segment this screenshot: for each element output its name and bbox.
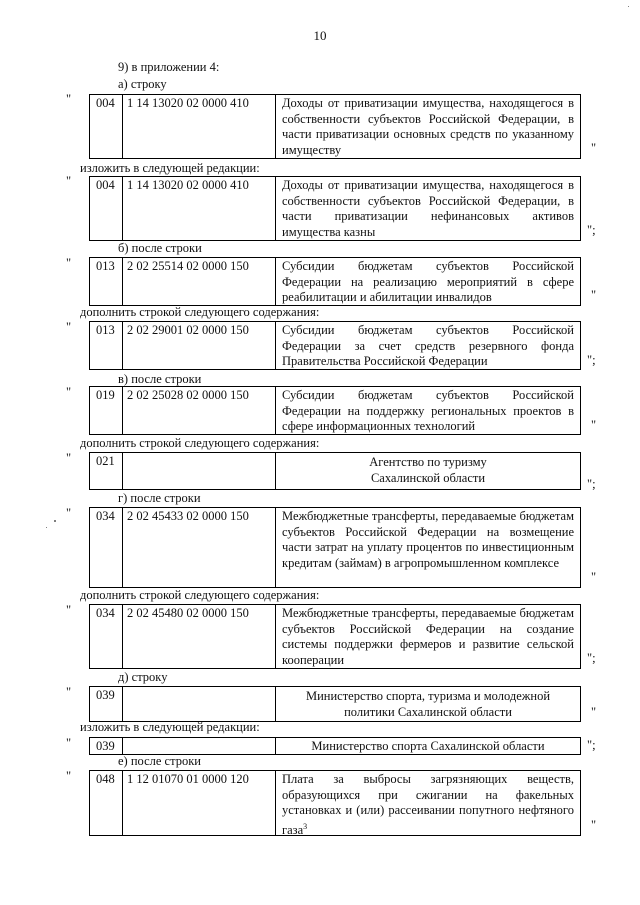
row-kbk: 2 02 45480 02 0000 150 — [123, 605, 276, 668]
scan-speck — [628, 6, 629, 7]
subitem-e: е) после строки — [118, 754, 201, 768]
row-kbk: 2 02 25514 02 0000 150 — [123, 258, 276, 305]
instruction-add: дополнить строкой следующего содержания: — [80, 436, 320, 450]
quote-close: " — [591, 141, 597, 155]
quote-close-semicolon: "; — [587, 738, 596, 752]
row-kbk: 1 14 13020 02 0000 410 — [123, 177, 276, 240]
row-kbk — [123, 687, 276, 721]
row-code: 039 — [90, 738, 123, 754]
instruction-replace: изложить в следующей редакции: — [80, 161, 260, 175]
table-row — [89, 94, 581, 159]
row-name: Агентство по туризму Сахалинской области — [369, 455, 487, 485]
row-name: Межбюджетные трансферты, передаваемые бюджетам субъектов Российской Федерации на возмещение части затрат на уплату процентов по инвестиционным кредитам (займам) в агропромышленном комплексе — [282, 509, 574, 570]
quote-close: " — [591, 570, 597, 584]
scan-speck — [54, 520, 56, 522]
quote-open: " — [66, 92, 72, 106]
row-name — [276, 771, 580, 835]
instruction-add: дополнить строкой следующего содержания: — [80, 588, 320, 602]
table-row — [89, 452, 581, 490]
row-name: Министерство спорта Сахалинской области — [311, 739, 545, 753]
footnote-marker: 3 — [303, 821, 308, 831]
row-code: 039 — [90, 687, 123, 721]
quote-close: " — [591, 705, 597, 719]
quote-open: " — [66, 685, 72, 699]
table-row — [89, 321, 581, 370]
quote-open: " — [66, 506, 72, 520]
row-code: 021 — [90, 453, 123, 489]
quote-close-semicolon: "; — [587, 477, 596, 491]
quote-open: " — [66, 769, 72, 783]
row-code: 048 — [90, 771, 123, 835]
quote-open: " — [66, 451, 72, 465]
table-row — [89, 257, 581, 306]
quote-close: " — [591, 418, 597, 432]
subitem-d: д) строку — [118, 670, 168, 684]
row-code: 013 — [90, 258, 123, 305]
quote-close-semicolon: "; — [587, 223, 596, 237]
subitem-a: а) строку — [118, 77, 167, 91]
table-row — [89, 176, 581, 241]
row-name: Субсидии бюджетам субъектов Российской Федерации на поддержку региональных проектов в сфере информационных технологий — [282, 388, 574, 433]
quote-open: " — [66, 320, 72, 334]
item-heading: 9) в приложении 4: — [118, 60, 220, 74]
quote-open: " — [66, 736, 72, 750]
row-code: 004 — [90, 177, 123, 240]
subitem-b: б) после строки — [118, 241, 202, 255]
row-kbk — [123, 738, 276, 754]
table-row — [89, 686, 581, 722]
row-kbk: 1 14 13020 02 0000 410 — [123, 95, 276, 158]
row-name-text: Плата за выбросы загрязняющих веществ, образующихся при сжигании на факельных установках и (или) рассеивании попутного нефтяного газа — [282, 772, 574, 837]
row-kbk: 2 02 25028 02 0000 150 — [123, 387, 276, 434]
subitem-g: г) после строки — [118, 491, 201, 505]
row-kbk: 2 02 29001 02 0000 150 — [123, 322, 276, 369]
quote-close-semicolon: "; — [587, 353, 596, 367]
quote-close: " — [591, 818, 597, 832]
row-code: 034 — [90, 605, 123, 668]
row-code: 013 — [90, 322, 123, 369]
row-code: 034 — [90, 508, 123, 587]
row-name: Субсидии бюджетам субъектов Российской Федерации за счет средств резервного фонда Правительства Российской Федерации — [282, 323, 574, 368]
row-kbk — [123, 453, 276, 489]
instruction-add: дополнить строкой следующего содержания: — [80, 305, 320, 319]
row-code: 004 — [90, 95, 123, 158]
row-name: Субсидии бюджетам субъектов Российской Федерации на реализацию мероприятий в сфере реабилитации и абилитации инвалидов — [282, 259, 574, 304]
row-kbk: 1 12 01070 01 0000 120 — [123, 771, 276, 835]
scan-speck — [46, 527, 47, 528]
table-row — [89, 386, 581, 435]
row-name: Доходы от приватизации имущества, находящегося в собственности субъектов Российской Федерации, в части приватизации нефинансовых активов имущества казны — [282, 178, 574, 239]
table-row — [89, 507, 581, 588]
table-row — [89, 770, 581, 836]
quote-close: " — [591, 288, 597, 302]
table-row — [89, 604, 581, 669]
quote-open: " — [66, 385, 72, 399]
row-name: Министерство спорта, туризма и молодежной политики Сахалинской области — [305, 689, 551, 719]
quote-open: " — [66, 256, 72, 270]
page-number: 10 — [313, 28, 327, 43]
quote-open: " — [66, 603, 72, 617]
row-name: Межбюджетные трансферты, передаваемые бюджетам субъектов Российской Федерации на создание системы поддержки фермеров и развитие сельской кооперации — [282, 606, 574, 667]
instruction-replace: изложить в следующей редакции: — [80, 720, 260, 734]
subitem-v: в) после строки — [118, 372, 202, 386]
quote-close-semicolon: "; — [587, 651, 596, 665]
row-code: 019 — [90, 387, 123, 434]
row-name: Доходы от приватизации имущества, находящегося в собственности субъектов Российской Федерации, в части приватизации основных средств по указанному имуществу — [282, 96, 574, 157]
row-kbk: 2 02 45433 02 0000 150 — [123, 508, 276, 587]
table-row — [89, 737, 581, 755]
quote-open: " — [66, 174, 72, 188]
